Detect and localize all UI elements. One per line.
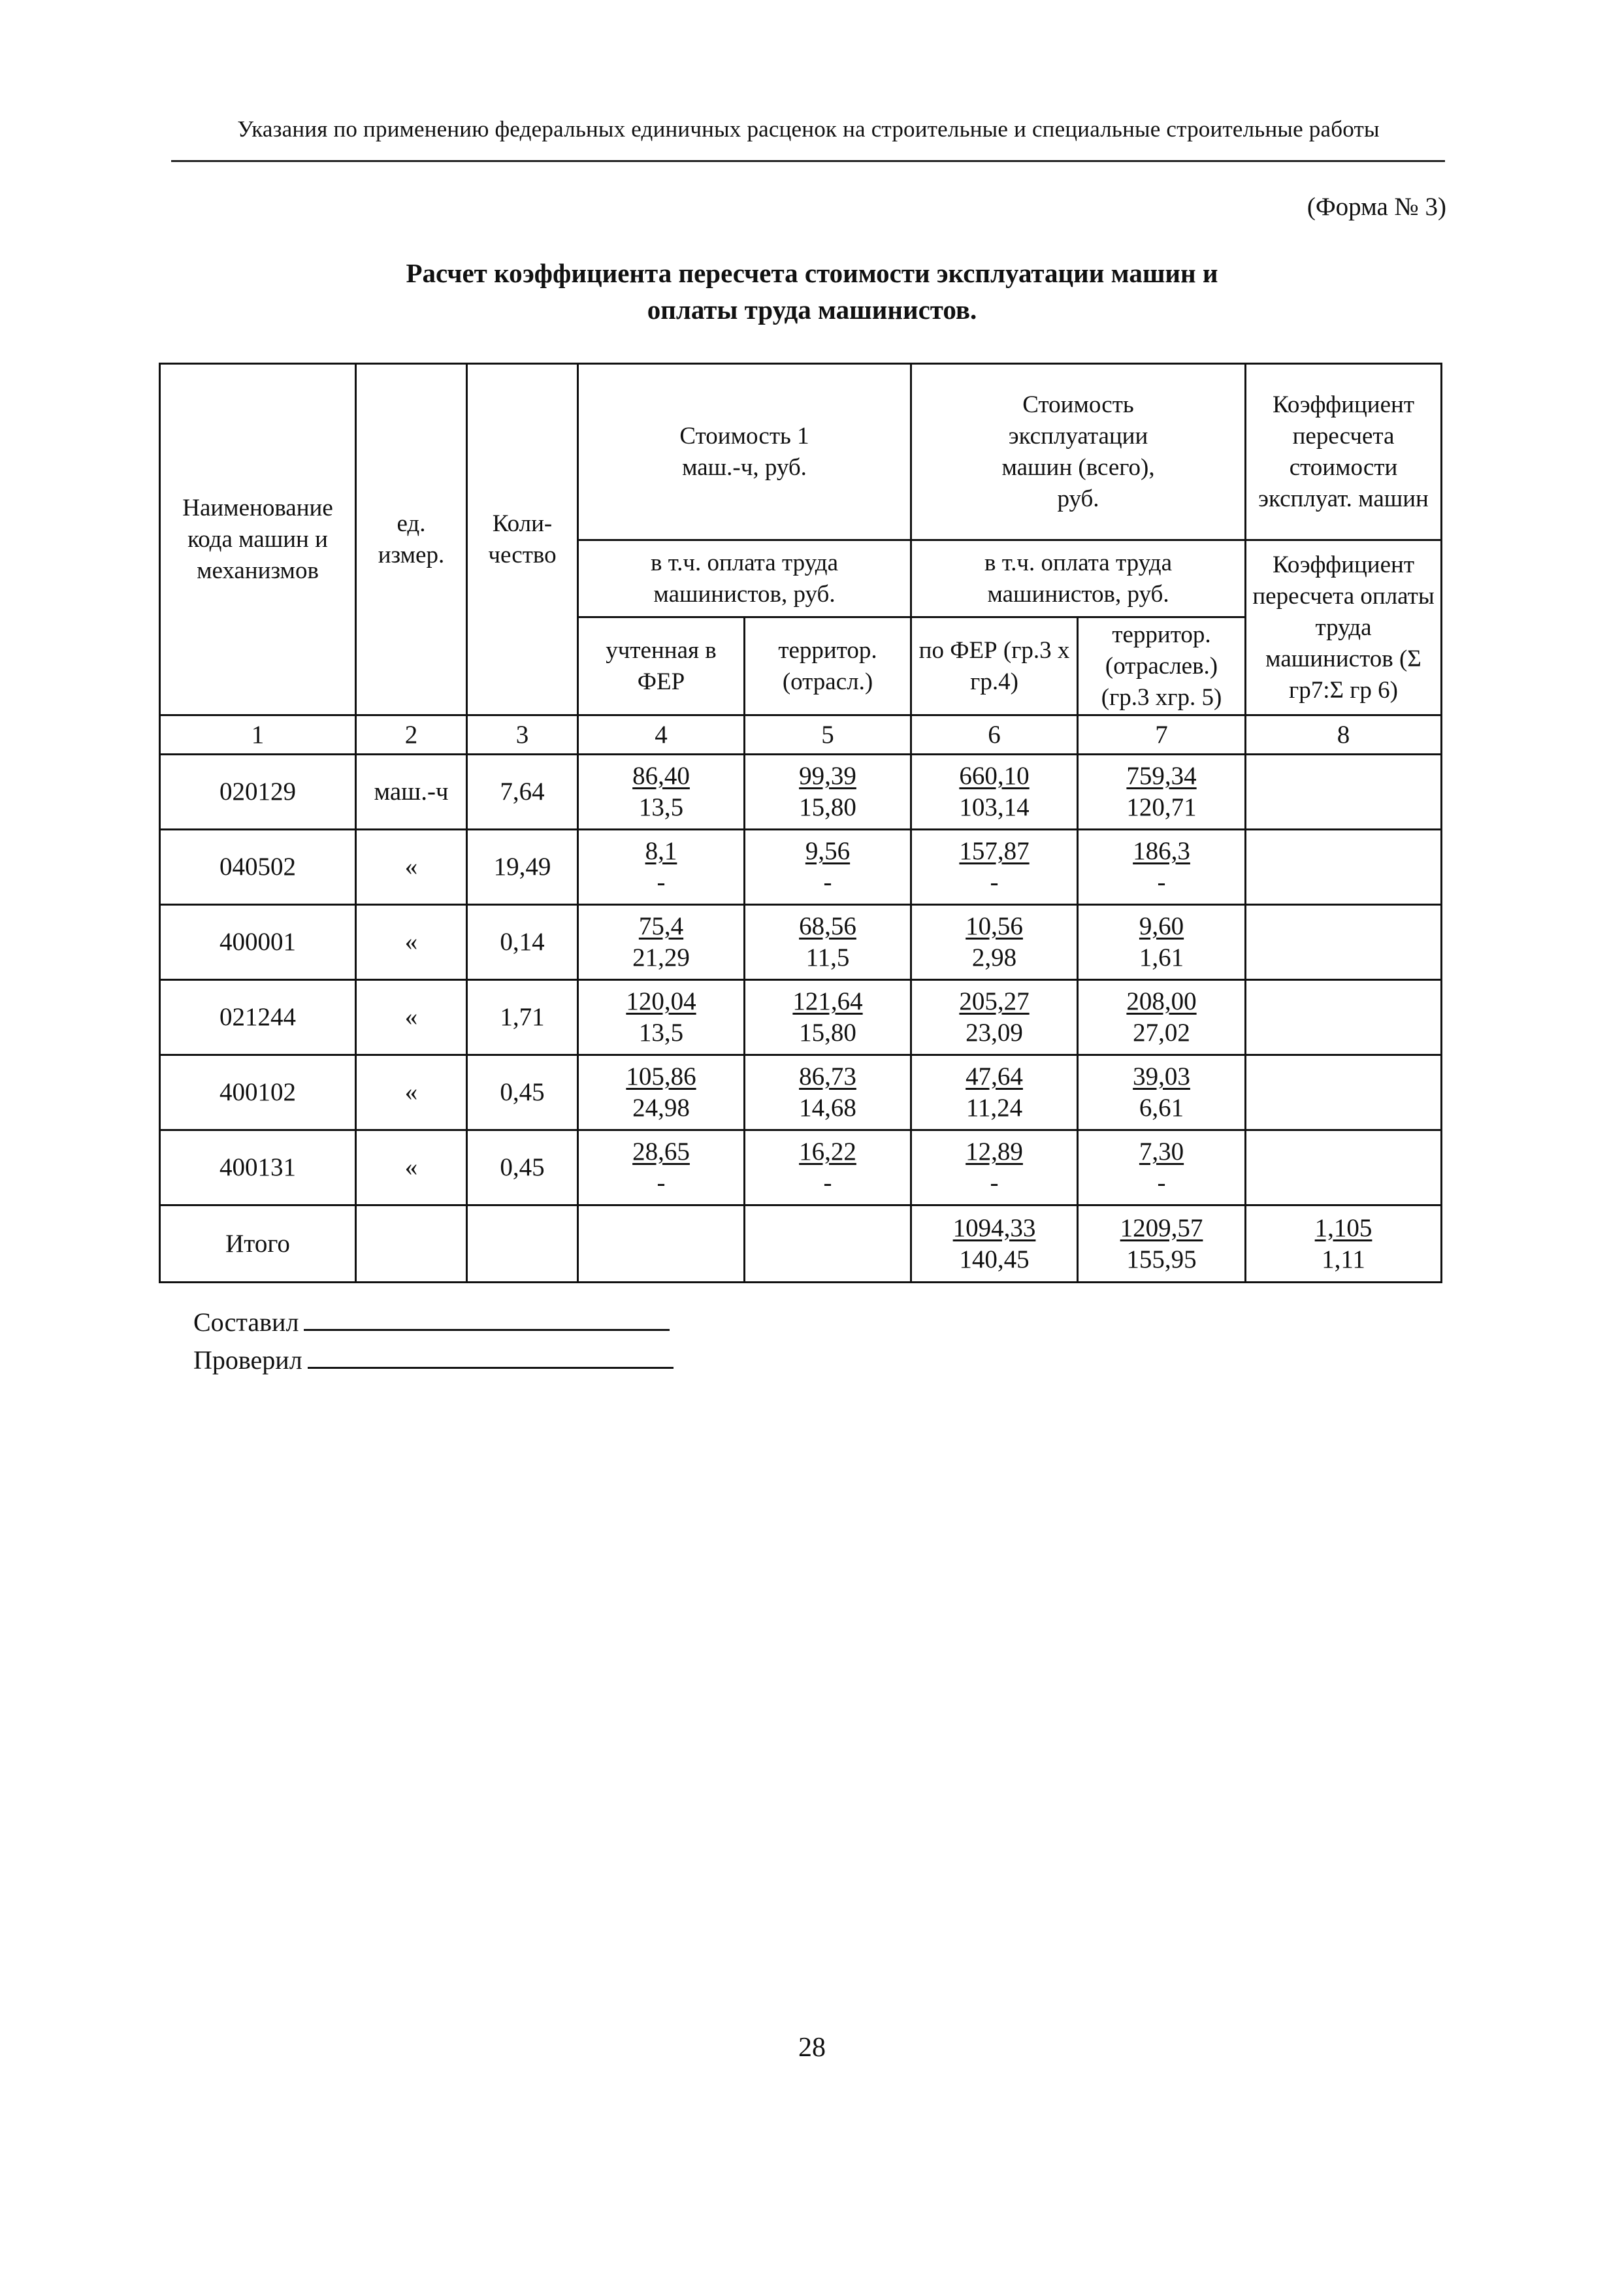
wage-value: 13,5 (638, 1019, 684, 1047)
total-cost: 1094,33 (952, 1213, 1036, 1242)
wage-value: 11,24 (966, 1094, 1023, 1122)
header-col7: территор. (отраслев.) (гр.3 хгр. 5) (1078, 617, 1246, 715)
wage-value: 15,80 (799, 1019, 856, 1047)
wage-value: 11,5 (805, 943, 850, 972)
signature-line (308, 1347, 674, 1369)
wage-value: 6,61 (1139, 1094, 1184, 1122)
cost-value: 660,10 (959, 762, 1030, 790)
signature-compiled (193, 1307, 670, 1337)
wage-value: 1,61 (1139, 943, 1184, 972)
cost-value: 120,04 (626, 987, 696, 1015)
col6-cell (911, 905, 1078, 980)
total-col8 (1246, 1205, 1442, 1283)
checked-label: Проверил (193, 1345, 302, 1375)
cost-value: 68,56 (799, 912, 856, 940)
wage-value: 2,98 (971, 943, 1017, 972)
cost-value: 28,65 (632, 1138, 690, 1166)
unit-cell: « (356, 1055, 467, 1130)
title-line-2: оплаты труда машинистов. (647, 295, 977, 325)
total-col7 (1078, 1205, 1246, 1283)
col-number: 3 (467, 715, 578, 755)
wage-value: 14,68 (799, 1094, 856, 1122)
col-number: 4 (578, 715, 745, 755)
col4-cell (578, 830, 745, 905)
wage-value: - (823, 1169, 832, 1197)
cost-value: 99,39 (799, 762, 856, 790)
cost-value: 86,40 (632, 762, 690, 790)
wage-value: 27,02 (1133, 1019, 1190, 1047)
total-col6 (911, 1205, 1078, 1283)
col7-cell (1078, 980, 1246, 1055)
cost-value: 10,56 (966, 912, 1023, 940)
wage-value: 15,80 (799, 793, 856, 821)
table-row (160, 1055, 1442, 1130)
header-coef-operation: Коэффициент пересчета стоимости эксплуат. машин (1246, 364, 1442, 540)
col7-cell (1078, 1055, 1246, 1130)
total-wage: 155,95 (1126, 1245, 1197, 1273)
table-row (160, 905, 1442, 980)
header-col4: учтенная в ФЕР (578, 617, 745, 715)
col4-cell (578, 755, 745, 830)
column-number-row (160, 715, 1442, 755)
col8-cell (1246, 1130, 1442, 1205)
qty-cell: 7,64 (467, 755, 578, 830)
total-empty (467, 1205, 578, 1283)
cost-value: 8,1 (645, 837, 677, 865)
wage-value: 23,09 (966, 1019, 1023, 1047)
unit-cell: маш.-ч (356, 755, 467, 830)
cost-value: 39,03 (1133, 1062, 1190, 1090)
qty-cell: 19,49 (467, 830, 578, 905)
machine-code: 400001 (160, 905, 356, 980)
wage-value: 103,14 (959, 793, 1030, 821)
header-col6: по ФЕР (гр.3 х гр.4) (911, 617, 1078, 715)
machine-code: 040502 (160, 830, 356, 905)
qty-cell: 0,45 (467, 1130, 578, 1205)
document-title (0, 255, 1624, 328)
cost-value: 47,64 (966, 1062, 1023, 1090)
unit-cell: « (356, 905, 467, 980)
wage-value: 13,5 (638, 793, 684, 821)
col8-cell (1246, 905, 1442, 980)
col7-cell (1078, 755, 1246, 830)
qty-cell: 0,45 (467, 1055, 578, 1130)
col7-cell (1078, 1130, 1246, 1205)
col-number: 6 (911, 715, 1078, 755)
cost-value: 759,34 (1126, 762, 1197, 790)
header-cost-per-hour: Стоимость 1 маш.-ч, руб. (578, 364, 911, 540)
header-name: Наименование кода машин и механизмов (160, 364, 356, 715)
col5-cell (745, 905, 911, 980)
header-col5: территор. (отрасл.) (745, 617, 911, 715)
machine-code: 021244 (160, 980, 356, 1055)
header-wage-total: в т.ч. оплата труда машинистов, руб. (911, 540, 1246, 617)
cost-value: 208,00 (1126, 987, 1197, 1015)
table-row (160, 830, 1442, 905)
total-empty (356, 1205, 467, 1283)
machine-code: 400102 (160, 1055, 356, 1130)
total-cost: 1209,57 (1120, 1213, 1203, 1242)
col7-cell (1078, 830, 1246, 905)
cost-value: 16,22 (799, 1138, 856, 1166)
col8-cell (1246, 980, 1442, 1055)
title-line-1: Расчет коэффициента пересчета стоимости эксплуатации машин и (406, 258, 1218, 288)
compiled-label: Составил (193, 1307, 299, 1337)
col6-cell (911, 980, 1078, 1055)
cost-value: 205,27 (959, 987, 1030, 1015)
col-number: 7 (1078, 715, 1246, 755)
header-coef-wage: Коэффициент пересчета оплаты труда машинистов (Σ гр7:Σ гр 6) (1246, 540, 1442, 715)
cost-value: 75,4 (638, 912, 684, 940)
unit-cell: « (356, 830, 467, 905)
unit-cell: « (356, 1130, 467, 1205)
machine-code: 020129 (160, 755, 356, 830)
col8-cell (1246, 830, 1442, 905)
wage-value: - (823, 868, 832, 896)
page-number: 28 (798, 2033, 826, 2063)
cost-value: 157,87 (959, 837, 1030, 865)
col5-cell (745, 980, 911, 1055)
col-number: 5 (745, 715, 911, 755)
running-title: Указания по применению федеральных единичных расценок на строительные и специальные строительные работы (237, 116, 1380, 142)
col8-cell (1246, 755, 1442, 830)
wage-value: - (657, 868, 666, 896)
cost-value: 9,56 (805, 837, 851, 865)
wage-value: 24,98 (632, 1094, 690, 1122)
col5-cell (745, 830, 911, 905)
header-cost-total: Стоимость эксплуатации машин (всего), руб. (911, 364, 1246, 540)
table-row (160, 980, 1442, 1055)
wage-value: 21,29 (632, 943, 690, 972)
cost-value: 86,73 (799, 1062, 856, 1090)
calculation-table (159, 363, 1442, 1283)
col5-cell (745, 755, 911, 830)
col6-cell (911, 830, 1078, 905)
wage-value: - (1157, 1169, 1166, 1197)
col5-cell (745, 1055, 911, 1130)
table-row (160, 1130, 1442, 1205)
total-label: Итого (160, 1205, 356, 1283)
wage-value: 120,71 (1126, 793, 1197, 821)
total-wage: 140,45 (959, 1245, 1030, 1273)
signature-line (304, 1309, 670, 1331)
col7-cell (1078, 905, 1246, 980)
col-number: 8 (1246, 715, 1442, 755)
col5-cell (745, 1130, 911, 1205)
col-number: 1 (160, 715, 356, 755)
wage-value: - (990, 868, 999, 896)
table-row (160, 755, 1442, 830)
cost-value: 7,30 (1139, 1138, 1184, 1166)
total-empty (745, 1205, 911, 1283)
qty-cell: 1,71 (467, 980, 578, 1055)
coef-operation-value: 1,105 (1314, 1213, 1372, 1242)
header-wage-per-hour: в т.ч. оплата труда машинистов, руб. (578, 540, 911, 617)
cost-value: 12,89 (966, 1138, 1023, 1166)
col4-cell (578, 905, 745, 980)
unit-cell: « (356, 980, 467, 1055)
header-unit: ед. измер. (356, 364, 467, 715)
header-qty: Коли- чество (467, 364, 578, 715)
coef-wage-value: 1,11 (1322, 1245, 1365, 1273)
wage-value: - (1157, 868, 1166, 896)
form-number: (Форма № 3) (1307, 193, 1446, 221)
col6-cell (911, 755, 1078, 830)
col6-cell (911, 1055, 1078, 1130)
machine-code: 400131 (160, 1130, 356, 1205)
signature-checked (193, 1345, 674, 1375)
total-empty (578, 1205, 745, 1283)
col4-cell (578, 1130, 745, 1205)
col8-cell (1246, 1055, 1442, 1130)
col4-cell (578, 1055, 745, 1130)
col-number: 2 (356, 715, 467, 755)
cost-value: 121,64 (792, 987, 863, 1015)
cost-value: 105,86 (626, 1062, 696, 1090)
col6-cell (911, 1130, 1078, 1205)
total-row (160, 1205, 1442, 1283)
cost-value: 9,60 (1139, 912, 1184, 940)
cost-value: 186,3 (1133, 837, 1190, 865)
col4-cell (578, 980, 745, 1055)
header-rule (171, 160, 1445, 162)
qty-cell: 0,14 (467, 905, 578, 980)
wage-value: - (990, 1169, 999, 1197)
wage-value: - (657, 1169, 666, 1197)
